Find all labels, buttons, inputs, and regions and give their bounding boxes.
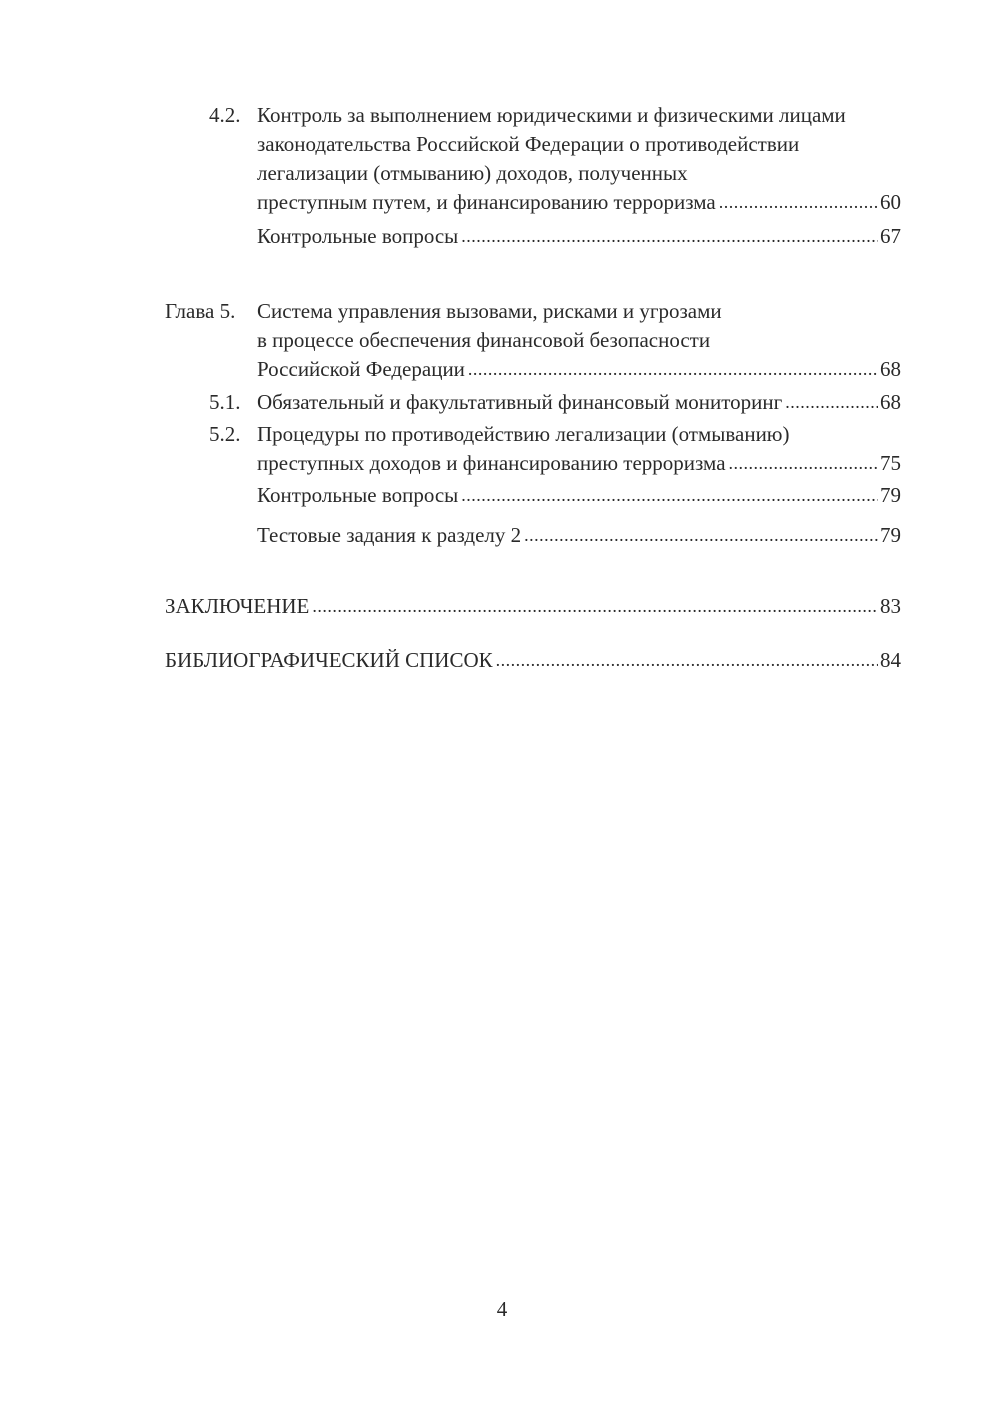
entry-title: ЗАКЛЮЧЕНИЕ xyxy=(165,594,310,618)
dot-leader xyxy=(785,387,878,417)
entry-number: 4.2. xyxy=(209,103,241,127)
entry-title-line: преступных доходов и финансированию терроризма xyxy=(257,451,726,475)
entry-leader-line xyxy=(257,387,901,417)
entry-title: Обязательный и факультативный финансовый мониторинг xyxy=(257,390,783,414)
dot-leader xyxy=(461,480,878,510)
entry-page-number: 68 xyxy=(880,357,901,381)
entry-title: БИБЛИОГРАФИЧЕСКИЙ СПИСОК xyxy=(165,648,493,672)
entry-title: Тестовые задания к разделу 2 xyxy=(257,523,522,547)
entry-title-line: в процессе обеспечения финансовой безопасности xyxy=(257,328,711,352)
toc-entry-control-questions[interactable] xyxy=(257,480,901,510)
dot-leader xyxy=(524,520,878,550)
entry-title-line: Контроль за выполнением юридическими и физическими лицами xyxy=(257,103,846,127)
entry-leader-line xyxy=(257,354,901,384)
entry-title-line: преступным путем, и финансированию терроризма xyxy=(257,190,716,214)
entry-number: 5.2. xyxy=(209,422,241,446)
entry-title-line: легализации (отмыванию) доходов, полученных xyxy=(257,161,688,185)
entry-page-number: 60 xyxy=(880,190,901,214)
dot-leader xyxy=(729,448,878,478)
entry-page-number: 75 xyxy=(880,451,901,475)
entry-title-line: Российской Федерации xyxy=(257,357,465,381)
dot-leader xyxy=(461,221,878,251)
dot-leader xyxy=(496,645,878,675)
dot-leader xyxy=(312,591,878,621)
entry-title-line: Процедуры по противодействию легализации (отмыванию) xyxy=(257,422,790,446)
entry-page-number: 84 xyxy=(880,648,901,672)
entry-page-number: 68 xyxy=(880,390,901,414)
entry-leader-line xyxy=(257,187,901,217)
entry-title: Контрольные вопросы xyxy=(257,483,459,507)
entry-title: Контрольные вопросы xyxy=(257,224,459,248)
toc-entry-bibliography[interactable] xyxy=(165,645,901,675)
dot-leader xyxy=(719,187,878,217)
entry-page-number: 79 xyxy=(880,523,901,547)
toc-entry-tests[interactable] xyxy=(257,520,901,550)
entry-title-line: законодательства Российской Федерации о противодействии xyxy=(257,132,800,156)
chapter-number: Глава 5. xyxy=(165,299,236,323)
page-number: 4 xyxy=(496,1297,508,1321)
entry-page-number: 79 xyxy=(880,483,901,507)
entry-page-number: 67 xyxy=(880,224,901,248)
entry-number: 5.1. xyxy=(209,390,241,414)
entry-title-line: Система управления вызовами, рисками и угрозами xyxy=(257,299,722,323)
dot-leader xyxy=(468,354,878,384)
entry-leader-line xyxy=(257,448,901,478)
toc-entry-conclusion[interactable] xyxy=(165,591,901,621)
entry-page-number: 83 xyxy=(880,594,901,618)
toc-entry-control-questions[interactable] xyxy=(257,221,901,251)
